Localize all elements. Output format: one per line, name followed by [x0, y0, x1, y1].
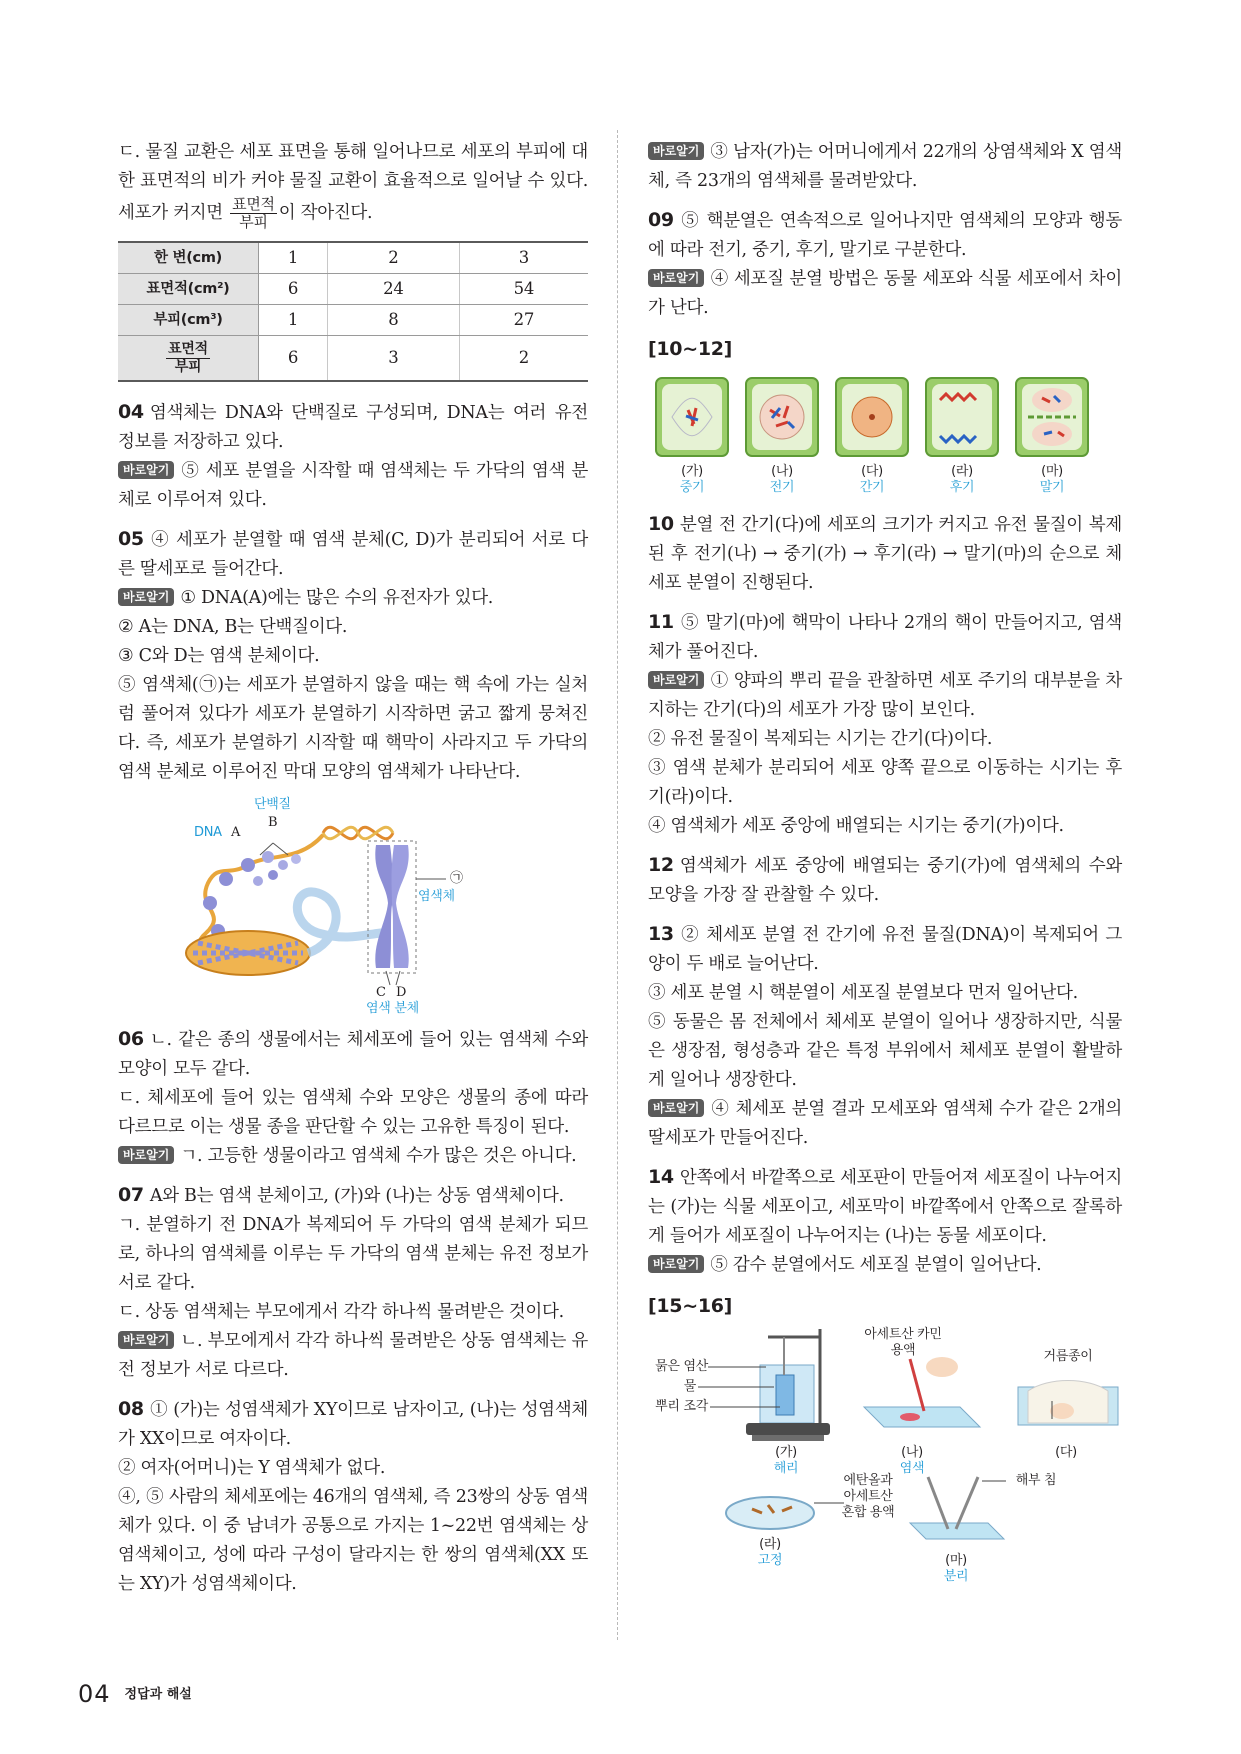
correction-badge: 바로알기 — [118, 1146, 174, 1164]
answer-10: 10 분열 전 간기(다)에 세포의 크기가 커지고 유전 물질이 복제된 후 전기(나) → 중기(가) → 후기(라) → 말기(마)의 순으로 체세포 분열이 진행된다. — [648, 513, 1122, 593]
experiment-figure: 묽은 염산 물 뿌리 조각 아세트산 카민 용액 거름종이 (가) 해리 (나) 염색 (다) 에탄올과 아세트산 혼합 용액 해부 침 (라) 고정 (마) 분리 — [648, 1327, 1122, 1577]
answer-06: 06 ㄴ. 같은 종의 생물에서는 체세포에 들어 있는 염색체 수와 모양이 모두 같다. — [118, 1028, 588, 1079]
correction-badge: 바로알기 — [648, 671, 704, 689]
table-row: $\frac{\text{표면적}}{\text{부피}}$ 6 3 2 — [118, 336, 588, 382]
surface-volume-fraction: $\frac{\text{표면적}}{\text{부피}}$ — [232, 195, 275, 231]
intro-paragraph: ㄷ. 물질 교환은 세포 표면을 통해 일어나므로 세포의 부피에 대한 표면적의 비가 커야 물질 교환이 효율적으로 일어날 수 있다. 세포가 커지면 $\frac{\text{표면적}}{\text{부피}}$ 이 작아진다. — [118, 142, 588, 231]
cell-division-figure: (가) 중기 (나) 전기 (다) 간기 (라) 후기 (마) 말기 — [648, 370, 1122, 498]
table-row: 한 변(cm) 1 2 3 — [118, 242, 588, 274]
correction-badge: 바로알기 — [648, 1099, 704, 1117]
correction-badge: 바로알기 — [648, 269, 704, 287]
cell-stages-illustration — [648, 370, 1122, 462]
answer-05: 05 ④ 세포가 분열할 때 염색 분체(C, D)가 분리되어 서로 다른 딸세포로 들어간다. — [118, 528, 588, 579]
correction-badge: 바로알기 — [118, 588, 174, 606]
surface-volume-table — [118, 241, 588, 382]
section-10-12: [10~12] — [648, 338, 733, 360]
chromosome-figure: 단백질 B DNA A ㉠ 염색체 C D 염색 분체 — [118, 793, 588, 1001]
answer-07: 07 A와 B는 염색 분체이고, (가)와 (나)는 상동 염색체이다. — [118, 1184, 564, 1206]
footer-title: 정답과 해설 — [124, 1687, 192, 1702]
answer-12: 12 염색체가 세포 중앙에 배열되는 중기(가)에 염색체의 수와 모양을 가장 잘 관찰할 수 있다. — [648, 854, 1122, 905]
chromosome-illustration — [118, 793, 588, 1001]
column-divider — [617, 130, 618, 1640]
answer-04: 04 염색체는 DNA와 단백질로 구성되며, DNA는 여러 유전 정보를 저장하고 있다. — [118, 401, 588, 452]
page-footer — [78, 1680, 192, 1708]
table-row: 표면적(cm²) 6 24 54 — [118, 274, 588, 305]
answer-08: 08 ① (가)는 성염색체가 XY이므로 남자이고, (나)는 성염색체가 XX이므로 여자이다. — [118, 1398, 588, 1449]
correction-badge: 바로알기 — [118, 461, 174, 479]
correction-badge: 바로알기 — [648, 142, 704, 160]
section-15-16: [15~16] — [648, 1295, 733, 1317]
answer-09: 09 ⑤ 핵분열은 연속적으로 일어나지만 염색체의 모양과 행동에 따라 전기, 중기, 후기, 말기로 구분한다. — [648, 209, 1122, 260]
page-number: 04 — [78, 1680, 111, 1708]
correction-badge: 바로알기 — [648, 1255, 704, 1273]
answer-13: 13 ② 체세포 분열 전 간기에 유전 물질(DNA)이 복제되어 그 양이 두 배로 늘어난다. — [648, 923, 1122, 974]
left-column: ㄷ. 물질 교환은 세포 표면을 통해 일어나므로 세포의 부피에 대한 표면적의 비가 커야 물질 교환이 효율적으로 일어날 수 있다. 세포가 커지면 $\frac{\text{표면적}}{\text{부피}}$ 이 작아진다. 한 변(cm) 1 2 3 표면적(cm²) 6 24 54 부피(cm³) 1 8 27 $\frac{\text{표면적}}{\text{부피}}$ 6 3 2 04 염색체는 DNA와 단백질로 구성되며, DNA는 여러 유전 정보를 저장하고 있다. 바로알기 ⑤ 세포 분열을 시작할 때 염색체는 두 가닥의 염색 분체로 이루어져 있다. 05 ④ 세포가 분열할 때 염색 분체(C, D)가 분리되어 서로 다른 딸세포로 들어간다. 바로알기 ① DNA(A)에는 많은 수의 유전자가 있다. ② A는 DNA, B는 단백질이다. ③ C와 D는 염색 분체이다. ⑤ 염색체(㉠)는 세포가 분열하지 않을 때는 핵 속에 가는 실처럼 풀어져 있다가 세포가 분열하기 시작하면 굵고 짧게 뭉쳐진다. 즉, 세포가 분열하기 시작할 때 핵막이 사라지고 두 가닥의 염색 분체로 이루어진 막대 모양의 염색체가 나타난다. 단백질 B DNA A ㉠ 염색체 C D 염색 분체 06 ㄴ. 같은 종의 생물에서는 체세포에 들어 있는 염색체 수와 모양이 모두 같다. ㄷ. 체세포에 들어 있는 염색체 수와 모양은 생물의 종에 따라 다르므로 이는 생물 종을 판단할 수 있는 고유한 특징이 된다. 바로알기 ㄱ. 고등한 생물이라고 염색체 수가 많은 것은 아니다. 07 A와 B는 염색 분체이고, (가)와 (나)는 상동 염색체이다. ㄱ. 분열하기 전 DNA가 복제되어 두 가닥의 염색 분체가 되므로, 하나의 염색체를 이루는 두 가닥의 염색 분체는 유전 정보가 서로 같다. ㄷ. 상동 염색체는 부모에게서 각각 하나씩 물려받은 것이다. 바로알기 ㄴ. 부모에게서 각각 하나씩 물려받은 상동 염색체는 유전 정보가 서로 다르다. 08 ① (가)는 성염색체가 XY이므로 남자이고, (나)는 성염색체가 XX이므로 여자이다. ② 여자(어머니)는 Y 염색체가 없다. ④, ⑤ 사람의 체세포에는 46개의 염색체, 즉 23쌍의 상동 염색체가 있다. 이 중 남녀가 공통으로 가지는 1~22번 염색체는 상염색체이고, 성에 따라 구성이 달라지는 한 쌍의 염색체(XX 또는 XY)가 성염색체이다. — [118, 138, 588, 1599]
table-row: 부피(cm³) 1 8 27 — [118, 305, 588, 336]
correction-badge: 바로알기 — [118, 1331, 174, 1349]
answer-14: 14 안쪽에서 바깥쪽으로 세포판이 만들어져 세포질이 나누어지는 (가)는 식물 세포이고, 세포막이 바깥쪽에서 안쪽으로 잘록하게 들어가 세포질이 나누어지는 (나)는 동물 세포이다. — [648, 1166, 1122, 1246]
answer-11: 11 ⑤ 말기(마)에 핵막이 나타나 2개의 핵이 만들어지고, 염색체가 풀어진다. — [648, 611, 1122, 662]
right-column: 바로알기 ③ 남자(가)는 어머니에게서 22개의 상염색체와 X 염색체, 즉 23개의 염색체를 물려받았다. 09 ⑤ 핵분열은 연속적으로 일어나지만 염색체의 모양과 행동에 따라 전기, 중기, 후기, 말기로 구분한다. 바로알기 ④ 세포질 분열 방법은 동물 세포와 식물 세포에서 차이가 난다. [10~12] (가) 중기 (나) 전기 (다) 간기 (라) 후기 (마) 말기 10 분열 전 간기(다)에 세포의 크기가 커지고 유전 물질이 복제된 후 전기(나) → 중기(가) → 후기(라) → 말기(마)의 순으로 체세포 분열이 진행된다. 11 ⑤ 말기(마)에 핵막이 나타나 2개의 핵이 만들어지고, 염색체가 풀어진다. 바로알기 ① 양파의 뿌리 끝을 관찰하면 세포 주기의 대부분을 차지하는 간기(다)의 세포가 가장 많이 보인다. ② 유전 물질이 복제되는 시기는 간기(다)이다. ③ 염색 분체가 분리되어 세포 양쪽 끝으로 이동하는 시기는 후기(라)이다. ④ 염색체가 세포 중앙에 배열되는 시기는 중기(가)이다. 12 염색체가 세포 중앙에 배열되는 중기(가)에 염색체의 수와 모양을 가장 잘 관찰할 수 있다. 13 ② 체세포 분열 전 간기에 유전 물질(DNA)이 복제되어 그 양이 두 배로 늘어난다. ③ 세포 분열 시 핵분열이 세포질 분열보다 먼저 일어난다. ⑤ 동물은 몸 전체에서 체세포 분열이 일어나 생장하지만, 식물은 생장점, 형성층과 같은 특정 부위에서 체세포 분열이 활발하게 일어나 생장한다. 바로알기 ④ 체세포 분열 결과 모세포와 염색체 수가 같은 2개의 딸세포가 만들어진다. 14 안쪽에서 바깥쪽으로 세포판이 만들어져 세포질이 나누어지는 (가)는 식물 세포이고, 세포막이 바깥쪽에서 안쪽으로 잘록하게 들어가 세포질이 나누어지는 (나)는 동물 세포이다. 바로알기 ⑤ 감수 분열에서도 세포질 분열이 일어난다. [15~16] 묽은 염산 물 뿌리 조각 아세트산 카민 용액 거름종이 (가) 해리 (나) 염색 (다) 에탄올과 아세트산 혼합 용액 해부 침 (라) 고정 (마) 분리 — [648, 142, 1122, 1584]
